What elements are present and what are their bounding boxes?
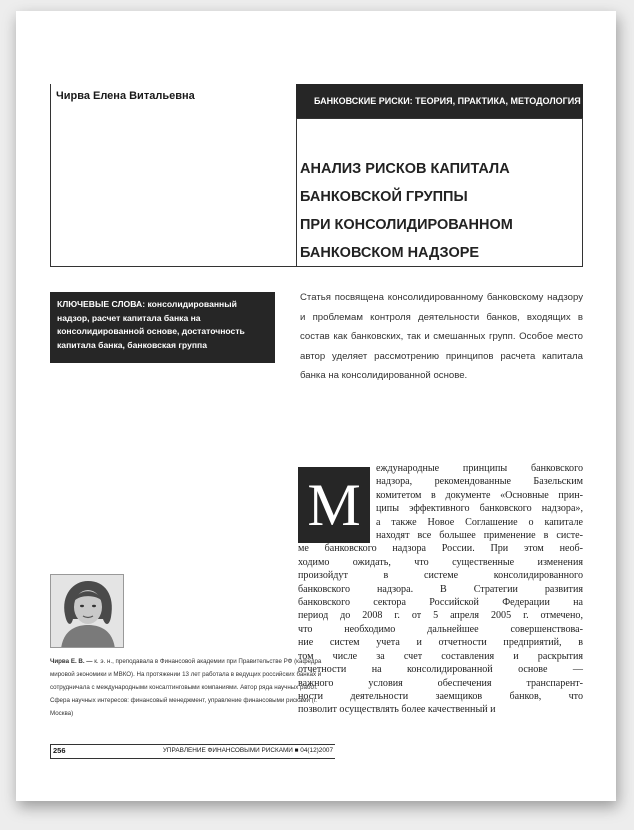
body-line: период до 2008 г. от 5 апреля 2005 г. отмечено,: [298, 610, 583, 622]
author-bio: [50, 655, 335, 720]
body-line: банковского надзора. В Стратегии развития: [298, 583, 583, 595]
footer-rule-top: [50, 744, 335, 745]
page-number: 256: [53, 746, 66, 755]
body-line: ципы эффективного банковского надзора»,: [376, 503, 583, 515]
body-line: том числе за счет составления и раскрытия: [298, 650, 583, 662]
footer-rule-left: [50, 744, 51, 759]
article-body: [298, 462, 583, 717]
drop-cap: М: [298, 467, 370, 543]
body-line: ме банковского надзора России. При этом необ-: [298, 543, 583, 555]
bio-name: Чирва Е. В. —: [50, 658, 93, 665]
body-line: а также Новое Соглашение о капитале: [376, 516, 583, 528]
body-line: произойдут в системе консолидированного: [298, 570, 583, 582]
portrait-image: [51, 575, 124, 648]
body-line: важного условия обеспечения транспарент-: [298, 677, 583, 689]
body-line: ходимо ожидать, что существенные изменения: [298, 556, 583, 568]
body-line: находят все большее применение в систе-: [376, 530, 583, 542]
title-line: БАНКОВСКОМ НАДЗОРЕ: [300, 245, 480, 261]
footer-rule-bottom: [50, 758, 335, 759]
body-line: банковского сектора Российской Федерации на: [298, 597, 583, 609]
journal-issue: УПРАВЛЕНИЕ ФИНАНСОВЫМИ РИСКАМИ ■ 04(12)2007: [162, 747, 333, 754]
bio-text: к. э. н., преподавала в Финансовой академии при Правительстве РФ (кафедра мировой экономики и МВКО). На протяжении 13 лет работала в ведущих российских банках и сотрудничала с международными консалтинговыми компаниями. Автор ряда научных работ. Сфера научных интересов: финансовый менеджмент, управление финансовыми рисками (г. Москва): [50, 658, 322, 717]
title-line: АНАЛИЗ РИСКОВ КАПИТАЛА: [300, 161, 510, 177]
author-name: Чирва Елена Витальевна: [56, 90, 195, 102]
header-underline: [296, 118, 583, 119]
rubric-banner: БАНКОВСКИЕ РИСКИ: ТЕОРИЯ, ПРАКТИКА, МЕТОДОЛОГИЯ: [296, 84, 583, 118]
body-line: комитетом в документе «Основные прин-: [376, 489, 583, 501]
body-line: ности деятельности заемщиков банков, что: [298, 690, 583, 702]
body-line: отчетности на консолидированной основе —: [298, 664, 583, 676]
title-line: БАНКОВСКОЙ ГРУППЫ: [300, 189, 468, 205]
body-line: позволит осуществлять более качественный и: [298, 704, 496, 716]
body-line: еждународные принципы банковского: [376, 463, 583, 474]
body-line: надзора, рекомендованные Базельским: [376, 476, 583, 488]
abstract: Статья посвящена консолидированному банковскому надзору и проблемам контроля деятельности банков, входящих в состав как банковских, так и смешанных групп. Особое место автор уделяет рассмотрению принципов расчета капитала банка на консолидированной основе.: [300, 292, 583, 382]
header-divider: [296, 118, 297, 267]
keywords-box: КЛЮЧЕВЫЕ СЛОВА: консолидированный надзор, расчет капитала банка на консолидированной основе, достаточность капитала банка, банковская группа: [50, 292, 275, 363]
body-line: ние систем учета и отчетности предприятий, в: [298, 637, 583, 649]
body-line: что необходимо дальнейшее совершенствова-: [298, 623, 583, 635]
article-title: [300, 155, 570, 267]
author-photo: [50, 574, 124, 648]
title-line: ПРИ КОНСОЛИДИРОВАННОМ: [300, 217, 513, 233]
